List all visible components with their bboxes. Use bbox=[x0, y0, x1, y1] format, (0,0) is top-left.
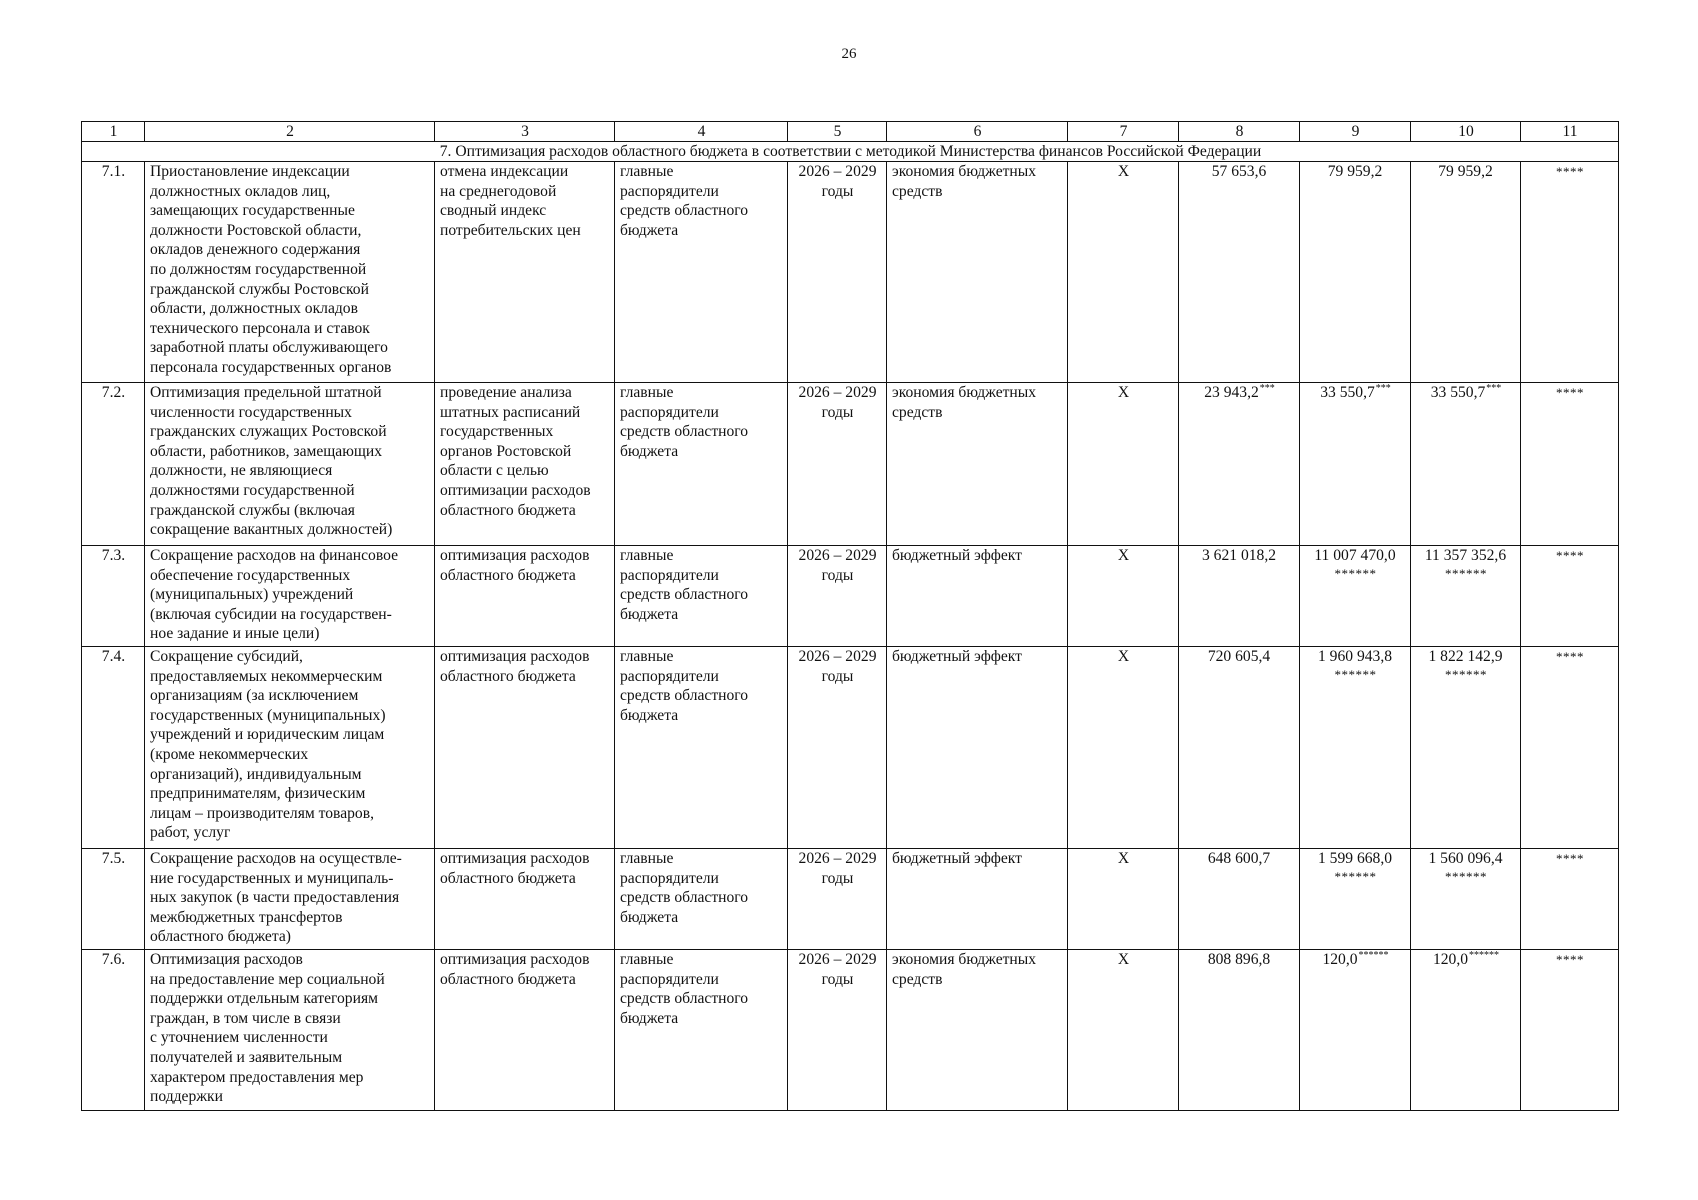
value-cell bbox=[1179, 647, 1300, 849]
value-cell bbox=[1179, 162, 1300, 383]
footnote-note: ****** bbox=[1334, 565, 1377, 581]
value-cell bbox=[1411, 950, 1521, 1111]
value-number: 720 605,4 bbox=[1207, 648, 1271, 665]
effect-type: экономия бюджетных средств bbox=[887, 162, 1068, 383]
col11-stars: **** bbox=[1556, 385, 1584, 400]
value-number: 33 550,7 bbox=[1430, 384, 1486, 401]
column-header: 2 bbox=[145, 122, 435, 142]
section-title: 7. Оптимизация расходов областного бюджета в соответствии с методикой Министерства финансов Российской Федерации bbox=[82, 142, 1619, 162]
responsible-executor: главные распорядители средств областного бюджета bbox=[615, 849, 788, 950]
effect-type: бюджетный эффект bbox=[887, 647, 1068, 849]
row-number: 7.1. bbox=[82, 162, 145, 383]
col11-stars: **** bbox=[1556, 952, 1584, 967]
row-number: 7.6. bbox=[82, 950, 145, 1111]
value-number: 79 959,2 bbox=[1327, 163, 1383, 180]
value-cell bbox=[1300, 546, 1411, 647]
measure-name: Сокращение расходов на финансовое обеспечение государственных (муниципальных) учреждений (включая субсидии на государствен- ное задание и иные цели) bbox=[145, 546, 435, 647]
col7-value: Х bbox=[1068, 849, 1179, 950]
measure-name: Сокращение расходов на осуществле- ние государственных и муниципаль- ных закупок (в части предоставления межбюджетных трансфертов областного бюджета) bbox=[145, 849, 435, 950]
column-number-row bbox=[82, 122, 1619, 142]
value-cell bbox=[1300, 950, 1411, 1111]
row-number: 7.2. bbox=[82, 383, 145, 546]
measures-table bbox=[81, 121, 1619, 1111]
row-number: 7.5. bbox=[82, 849, 145, 950]
col11-stars: **** bbox=[1556, 548, 1584, 563]
value-number: 11 357 352,6 bbox=[1424, 547, 1507, 564]
implementation-period: 2026 – 2029 годы bbox=[788, 950, 887, 1111]
measure-mechanism: оптимизация расходов областного бюджета bbox=[435, 849, 615, 950]
value-cell bbox=[1300, 162, 1411, 383]
col7-value: Х bbox=[1068, 546, 1179, 647]
value-cell bbox=[1179, 546, 1300, 647]
table-row bbox=[82, 383, 1619, 546]
col11-mark bbox=[1521, 383, 1619, 546]
table-row bbox=[82, 849, 1619, 950]
measure-name: Приостановление индексации должностных окладов лиц, замещающих государственные должности Ростовской области, окладов денежного содержания по должностям государственной гражданской службы Ростовской области, должностных окладов технического персонала и ставок заработной платы обслуживающего персонала государственных органов bbox=[145, 162, 435, 383]
measure-name: Оптимизация предельной штатной численности государственных гражданских служащих Ростовской области, работников, замещающих должности, не являющиеся должностями государственной гражданской службы (включая сокращение вакантных должностей) bbox=[145, 383, 435, 546]
footnote-mark: *** bbox=[1486, 383, 1502, 394]
responsible-executor: главные распорядители средств областного бюджета bbox=[615, 546, 788, 647]
implementation-period: 2026 – 2029 годы bbox=[788, 162, 887, 383]
responsible-executor: главные распорядители средств областного бюджета bbox=[615, 383, 788, 546]
value-number: 3 621 018,2 bbox=[1201, 547, 1277, 564]
column-header: 3 bbox=[435, 122, 615, 142]
value-number: 1 822 142,9 bbox=[1428, 648, 1503, 665]
value-cell bbox=[1300, 383, 1411, 546]
footnote-note: ****** bbox=[1334, 868, 1377, 884]
value-cell bbox=[1411, 849, 1521, 950]
column-header: 8 bbox=[1179, 122, 1300, 142]
effect-type: экономия бюджетных средств bbox=[887, 383, 1068, 546]
col11-stars: **** bbox=[1556, 851, 1584, 866]
responsible-executor: главные распорядители средств областного бюджета bbox=[615, 950, 788, 1111]
measure-name: Оптимизация расходов на предоставление мер социальной поддержки отдельным категориям граждан, в том числе в связи с уточнением численности получателей и заявительным характером предоставления мер поддержки bbox=[145, 950, 435, 1111]
value-number: 33 550,7 bbox=[1320, 384, 1375, 401]
value-number: 57 653,6 bbox=[1211, 163, 1267, 180]
col11-mark bbox=[1521, 546, 1619, 647]
effect-type: бюджетный эффект bbox=[887, 849, 1068, 950]
value-cell bbox=[1179, 383, 1300, 546]
footnote-mark: *** bbox=[1259, 383, 1275, 394]
measure-mechanism: отмена индексации на среднегодовой сводный индекс потребительских цен bbox=[435, 162, 615, 383]
value-number: 1 960 943,8 bbox=[1317, 648, 1393, 665]
implementation-period: 2026 – 2029 годы bbox=[788, 849, 887, 950]
value-number: 648 600,7 bbox=[1207, 850, 1271, 867]
column-header: 9 bbox=[1300, 122, 1411, 142]
column-header: 1 bbox=[82, 122, 145, 142]
footnote-note: ****** bbox=[1445, 666, 1487, 682]
row-number: 7.4. bbox=[82, 647, 145, 849]
implementation-period: 2026 – 2029 годы bbox=[788, 383, 887, 546]
value-number: 1 560 096,4 bbox=[1428, 850, 1503, 867]
footnote-note: ****** bbox=[1445, 868, 1487, 884]
value-cell bbox=[1179, 849, 1300, 950]
value-number: 11 007 470,0 bbox=[1314, 547, 1396, 564]
table-row bbox=[82, 950, 1619, 1111]
value-number: 1 599 668,0 bbox=[1317, 850, 1393, 867]
value-number: 120,0 bbox=[1322, 951, 1358, 968]
footnote-mark: *** bbox=[1375, 383, 1391, 394]
col11-mark bbox=[1521, 849, 1619, 950]
value-number: 120,0 bbox=[1432, 951, 1469, 968]
column-header: 10 bbox=[1411, 122, 1521, 142]
effect-type: бюджетный эффект bbox=[887, 546, 1068, 647]
value-cell bbox=[1411, 383, 1521, 546]
table-row bbox=[82, 546, 1619, 647]
value-number: 808 896,8 bbox=[1207, 951, 1271, 968]
column-header: 7 bbox=[1068, 122, 1179, 142]
table-row bbox=[82, 647, 1619, 849]
value-cell bbox=[1411, 546, 1521, 647]
col11-mark bbox=[1521, 950, 1619, 1111]
col11-stars: **** bbox=[1556, 649, 1584, 664]
effect-type: экономия бюджетных средств bbox=[887, 950, 1068, 1111]
responsible-executor: главные распорядители средств областного бюджета bbox=[615, 647, 788, 849]
column-header: 6 bbox=[887, 122, 1068, 142]
footnote-mark: ****** bbox=[1469, 950, 1500, 961]
row-number: 7.3. bbox=[82, 546, 145, 647]
measure-mechanism: оптимизация расходов областного бюджета bbox=[435, 546, 615, 647]
measure-mechanism: оптимизация расходов областного бюджета bbox=[435, 647, 615, 849]
col7-value: Х bbox=[1068, 383, 1179, 546]
column-header: 5 bbox=[788, 122, 887, 142]
column-header: 4 bbox=[615, 122, 788, 142]
value-cell bbox=[1300, 647, 1411, 849]
footnote-note: ****** bbox=[1334, 666, 1377, 682]
col7-value: Х bbox=[1068, 647, 1179, 849]
footnote-mark: ****** bbox=[1358, 950, 1389, 961]
col7-value: Х bbox=[1068, 950, 1179, 1111]
footnote-note: ****** bbox=[1445, 565, 1487, 581]
table-row bbox=[82, 162, 1619, 383]
value-number: 23 943,2 bbox=[1204, 384, 1259, 401]
page-number: 26 bbox=[841, 46, 857, 62]
value-cell bbox=[1411, 647, 1521, 849]
value-cell bbox=[1411, 162, 1521, 383]
value-cell bbox=[1300, 849, 1411, 950]
column-header: 11 bbox=[1521, 122, 1619, 142]
implementation-period: 2026 – 2029 годы bbox=[788, 647, 887, 849]
responsible-executor: главные распорядители средств областного бюджета bbox=[615, 162, 788, 383]
col11-mark bbox=[1521, 162, 1619, 383]
measure-name: Сокращение субсидий, предоставляемых некоммерческим организациям (за исключением государственных (муниципальных) учреждений и юридическим лицам (кроме некоммерческих организаций), индивидуальным предпринимателям, физическим лицам – производителям товаров, работ, услуг bbox=[145, 647, 435, 849]
measure-mechanism: проведение анализа штатных расписаний государственных органов Ростовской области с целью оптимизации расходов областного бюджета bbox=[435, 383, 615, 546]
implementation-period: 2026 – 2029 годы bbox=[788, 546, 887, 647]
value-number: 79 959,2 bbox=[1438, 163, 1493, 180]
col7-value: Х bbox=[1068, 162, 1179, 383]
col11-mark bbox=[1521, 647, 1619, 849]
section-title-row bbox=[82, 142, 1619, 162]
value-cell bbox=[1179, 950, 1300, 1111]
col11-stars: **** bbox=[1556, 164, 1584, 179]
measure-mechanism: оптимизация расходов областного бюджета bbox=[435, 950, 615, 1111]
